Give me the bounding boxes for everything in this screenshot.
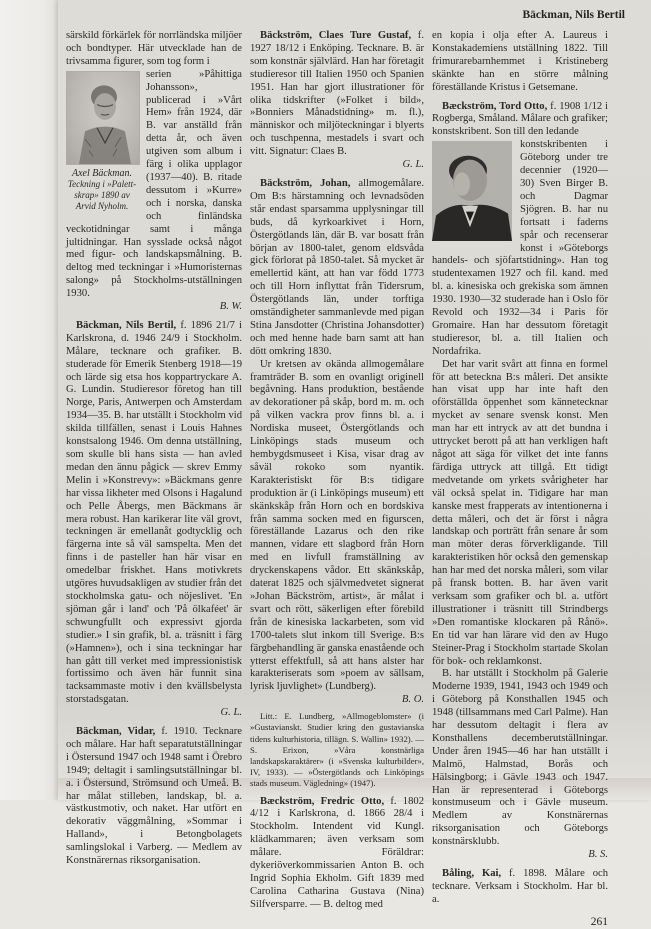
entry-paragraph (250, 178, 424, 359)
figure-caption (66, 168, 138, 213)
entry-baeckstrom-tord-otto (432, 101, 608, 862)
entry-paragraph (432, 868, 608, 907)
portrait-sketch-icon (67, 72, 139, 164)
entry-text: f. 1898. Målare och tecknare. Verksam i Stockholm. Har bl. a. (432, 868, 608, 905)
column-2 (250, 30, 424, 912)
entry-name: Båling, Kai, (442, 868, 502, 879)
entry-signature: B. O. (401, 694, 424, 706)
entry-text: f. 1896 21/7 i Karlskrona, d. 1946 24/9 i Stockholm. Målare, tecknare och grafiker. B. studerade för Emerik Stenberg 1918—19 och lärde sig etsa hos koppartryckare A. G. Lundin. Studieresor företog han till Norge, Paris, Antwerpen och Amsterdam 1934—35. B. har utställt i Stockholm vid skilda tillfällen, senast i Louis Hahnes konstsalong 1946. Om denna utställning, som skulle bli hans sista — han avled medan den ännu pågick — skrev Emmy Melin i »Konstrevy»: »Bäckmans genre har vissa likheter med Olsons i Hagalund och Pelle Åbergs, men Bäckmans är mera robust. Han karikerar lite väl grovt, teckningen är emellanåt godtycklig och färgerna inte så väl samspelta. Men det finns i de pasteller han här visar en omedelbar friskhet. Hans motivkrets utgöres huvudsakligen av studier från det stockholmska gatu- och nöjeslivet. 'En sjöman går i land' och 'På ölkaféet' är schwungfullt och expressivt gjorda studier.» I sin grafik, bl. a. träsnitt i färg (»Hamnen»), och i sina teckningar har han gått till verket med impressionistisk fortissimo och även här funnit sina tacksammaste motiv i den kvällsbelysta storstadsgatan. (66, 319, 242, 706)
column-1 (66, 30, 242, 868)
entry-text: allmogemålare. Om B:s härstamning och levnadsöden står endast sparsamma upplysningar till buds, då kyrkoarkivet i Horn, Östergötlands län, där B. var bosatt från början av 1800-talet, genom eldsvåda gick förlorat på 1850-talet. Så mycket är emellertid känt, att han var född 1773 och till Horn inflyttat från Tidersrum, Östergötlands län, under torftiga omständigheter sammanlevde med pigan Stina Jansdotter (Christina Johansdotter) och med henne hade barn samt att han dött omkring 1830. (250, 177, 424, 357)
caption-name: Axel Bäckman. (72, 167, 132, 179)
continuation-text-lead: särskild förkärlek för norrländska miljöer och bondtyper. Här utvecklade han de trivsamma figurer, som tog form i (66, 30, 242, 67)
figure-axel-backman (66, 71, 138, 213)
entry-signature: B. S. (588, 849, 608, 861)
entry-text-lead: f. 1908 1/12 i Rogberga, Småland. Målare och grafiker; konstskribent. Son till den ledande (432, 100, 609, 138)
page-number: 261 (590, 916, 608, 928)
literature-text: Litt.: E. Lundberg, »Allmogeblomster» (i »Gustavianskt. Studier kring den gustavianska tidens kulturhistoria, tillägn. S. Wallin» 1932). — S. Erixon, »Våra konstnärliga landskapskaraktärer» (i »Svenska kulturbilder», IV, 1933). — »Östergötlands och Linköpings stads museum. Vägledning» (1947). (250, 711, 424, 789)
entry-signature: G. L. (402, 159, 424, 171)
caption-text: Teckning i »Palett-skrap» 1890 av Arvid Nyholm. (67, 178, 137, 212)
entry-paragraph: Ur kretsen av okända allmogemålare framträder B. som en ovanligt originell begåvning. Hans produktion, bestående av dekorationer på skåp, bord m. m. och på vilken vackra prov finns bl. a. i Nordiska museet, Östergötlands och Linköpings stads museum och hembygdsmuseet i Kisa, visar drag av såväl rokoko som nyantik. Karakteristiskt för B:s tidigare produktion är (i Linköpings museum) ett skänkskåp från Horn och en bordskiva från samma socken med en figurscen, föreställande Lazarus och den rike mannen, vidare ett slagbord från Horn med en livfull framställning av dryckenskapens vådor. Ett skänkskåp, daterat 1825 och självmedvetet signerat »Johan Bäckström, artist», är målat i svart och rött, säkerligen efter förebild från de kinesiska lackarbeten, som vid 1700-talets slut inkom till Sverige. B:s färgbehandling är ganska enastående och ytterst effektfull, så att hans alster har karakteriserats som »poem av sällsam, lyrisk ljuvlighet» (Lundberg). (250, 358, 424, 693)
entry-name: Bæckström, Fredric Otto, (260, 795, 385, 807)
entry-name: Bæckström, Tord Otto, (442, 100, 548, 112)
entry-paragraph: B. har utställt i Stockholm på Galerie Moderne 1939, 1941, 1943 och 1949 och i Göteborg på Konsthallen 1945 och 1948 (tillsammans med Carl Palme). Han har dessutom deltagit i flera av Konsthallens decemberutställningar. Under åren 1945—46 har han utställt i Malmö, Halmstad, Borås och Hälsingborg; i Gävle 1943 och 1947. Han är representerad i Göteborgs konstmuseum och i Gävle museum. Medlem av Konstnärernas riksorganisation och Göteborgs konstnärsklubb. (432, 668, 608, 848)
entry-text-rest: konstskribenten i Göteborg under tre decennier (1920—30) Sven Birger B. och Dagmar Sjögren. B. har nu fortsatt i faderns spår och recenserar konst i »Göteborgs handels- och sjöfartstidning». Han tog studentexamen 1927 och fil. kand. med bl. a. kinesiska och grekiska som ämnen 1930. 1930—32 studerade han i Oslo för Revold och 1932—34 i Paris för Gromaire. Han har dessutom företagit studieresor, bl. a. till Italien och Nordafrika. (432, 139, 608, 357)
entry-text: f. 1802 4/12 i Karlskrona, d. 1866 28/4 i Stockholm. Intendent vid Kungl. klädkammaren; även verksam som målare. Föräldrar: dykeriöverkommissarien Anton B. och Ingrid Sophia Ekholm. Gift 1839 med Carolina Catharina Gustava (Nina) Silfversparre. — B. deltog med (250, 795, 424, 910)
entry-name: Bäckman, Vidar, (76, 726, 156, 738)
entry-paragraph (250, 30, 424, 159)
entry-name: Bäckman, Nils Bertil, (76, 319, 177, 331)
portrait-photo-image (432, 141, 512, 241)
entry-name: Bäckström, Claes Ture Gustaf, (260, 30, 412, 41)
entry-backstrom-claes (250, 30, 424, 172)
entry-backstrom-johan (250, 178, 424, 790)
entry-name: Bäckström, Johan, (260, 177, 351, 189)
entry-text: f. 1927 18/12 i Enköping. Tecknare. B. är som konstnär självlärd. Han har företagit studieresor till Italien 1950 och Spanien 1951. Han har gjort illustrationer för olika tidskrifter (»Folket i bild», »Bonniers Månadstidning» m. fl.), människor och miljöteckningar i blyerts och tuschpenna, mestadels i svart och vitt. Signatur: Claes B. (250, 30, 424, 158)
portrait-photo-icon (432, 141, 512, 241)
continuation-signature: B. W. (219, 301, 242, 313)
running-head: Bäckman, Nils Bertil (522, 9, 625, 21)
background-left-margin (0, 0, 62, 800)
entry-paragraph (66, 726, 242, 868)
continuation-text: en kopia i olja efter A. Laureus i Konstakademiens utställning 1822. Till frimurarebarnhemmet i Kristineberg skänkte han en större målning föreställande Kristus i Getsemane. (432, 30, 608, 93)
continuation-text-rest: serien »Påhittiga Johansson», publicerad i »Vårt Hem» från 1924, där B. var anställd från detta år, och även utgiven som album i färg i olika upplagor (1937—40). B. ritade dessutom i »Kurre» och i norska, danska och finländska veckotidningar samt i många jultidningar. Han sysslade också något med figur- och landskapsmålning. B. deltog med teckningar i »Humoristernas salong» på Stockholms-utställningen 1930. (66, 68, 242, 300)
entry-paragraph (250, 796, 424, 912)
entry-baeckstrom-fredric-otto (250, 796, 424, 912)
entry-signature: G. L. (220, 707, 242, 719)
entry-text: f. 1910. Tecknare och målare. Har haft separatutställningar i Östersund 1947 och 1948 samt i Örebro 1949; deltagit i samlingsutställningar bl. a. i Östersund, Strömsund och Umeå. B. har målat stilleben, landskap, bl. a. västkustmotiv, och naket. Har utfört en dekorativ väggmålning, »Sommar i Halland», i Betongbolagets samlingslokal i Varberg. — Medlem av Konstnärernas riksorganisation. (66, 726, 242, 867)
figure-tord-baeckstrom (432, 141, 512, 241)
literature-references (250, 711, 424, 789)
entry-baling-kai (432, 868, 608, 907)
column-3 (432, 30, 608, 907)
portrait-drawing-image (66, 71, 140, 165)
entry-paragraph (66, 320, 242, 707)
entry-backman-vidar (66, 726, 242, 868)
entry-paragraph: Det har varit svårt att finna en formel för att beteckna B:s måleri. Det ansikte han visat upp har inte haft den oförställda öppenhet som kännetecknar mycket av senare svensk konst. Men man har ett intryck av att det bundna i uttrycket berott på att han verkligen haft något att säga för vilket det inte fanns färdiga uttryck att tillgå. Ett tidigt medvetande om yrkets svårigheter har väl också spelat in. Tidigare har man kanske mest frapperats av intentionerna i detta måleri, och det är först i några landskap och porträtt från senare år som man möter deras förverkligande. Till karakteristiken hör också den gemenskap han har med det norska måleri, som vilar på fransk botten. B. har även varit verksam som grafiker och bl. a. utfört illustrationer i träsnitt till Strindbergs »Den romantiske klockaren på Rånö». En tid var han lärare vid den av Hugo Steiner-Prag i Stockholm startade Skolan för bok- och reklamkonst. (432, 358, 608, 667)
entry-paragraph (432, 101, 608, 140)
entry-backman-nils-bertil (66, 320, 242, 720)
